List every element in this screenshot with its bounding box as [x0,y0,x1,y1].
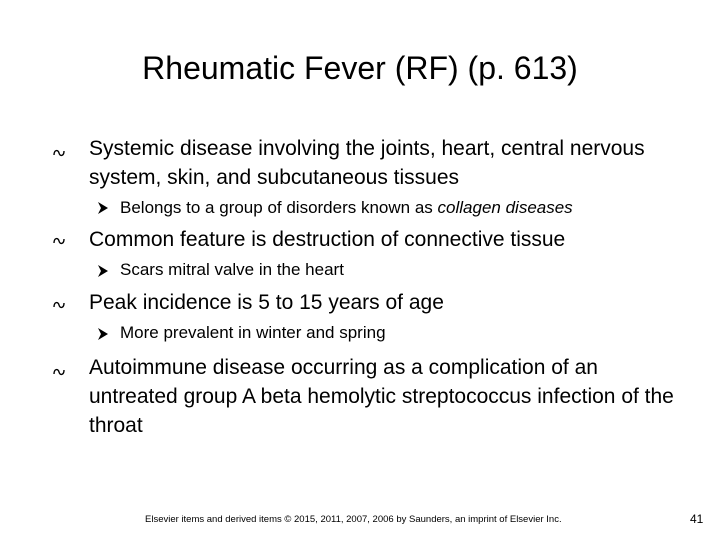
bullet-4-text: Autoimmune disease occurring as a complication of an untreated group A beta hemolytic streptococcus infection of the throat [89,356,674,437]
sub-bullet-arrow-icon [97,201,109,215]
bullet-3-text: Peak incidence is 5 to 15 years of age [89,291,444,314]
bullet-marker-icon [52,365,66,379]
bullet-marker-icon [52,298,66,312]
bullet-1-text: Systemic disease involving the joints, heart, central nervous system, skin, and subcutaneous tissues [89,137,645,189]
sub-bullet-1-text-main: Belongs to a group of disorders known as [120,198,438,217]
bullet-marker-icon [52,146,66,160]
sub-bullet-3-text: More prevalent in winter and spring [120,323,386,342]
sub-bullet-1-text [120,197,700,219]
bullet-marker-icon [52,234,66,248]
sub-bullet-1-text-italic: collagen diseases [437,198,573,217]
copyright-footer: Elsevier items and derived items © 2015, 2011, 2007, 2006 by Saunders, an imprint of Elsevier Inc. [145,514,562,525]
sub-bullet-arrow-icon [97,264,109,278]
sub-bullet-arrow-icon [97,327,109,341]
bullet-2-text: Common feature is destruction of connective tissue [89,228,566,251]
sub-bullet-2-text: Scars mitral valve in the heart [120,260,344,279]
page-number: 41 [690,512,704,526]
slide-title: Rheumatic Fever (RF) (p. 613) [142,50,578,86]
